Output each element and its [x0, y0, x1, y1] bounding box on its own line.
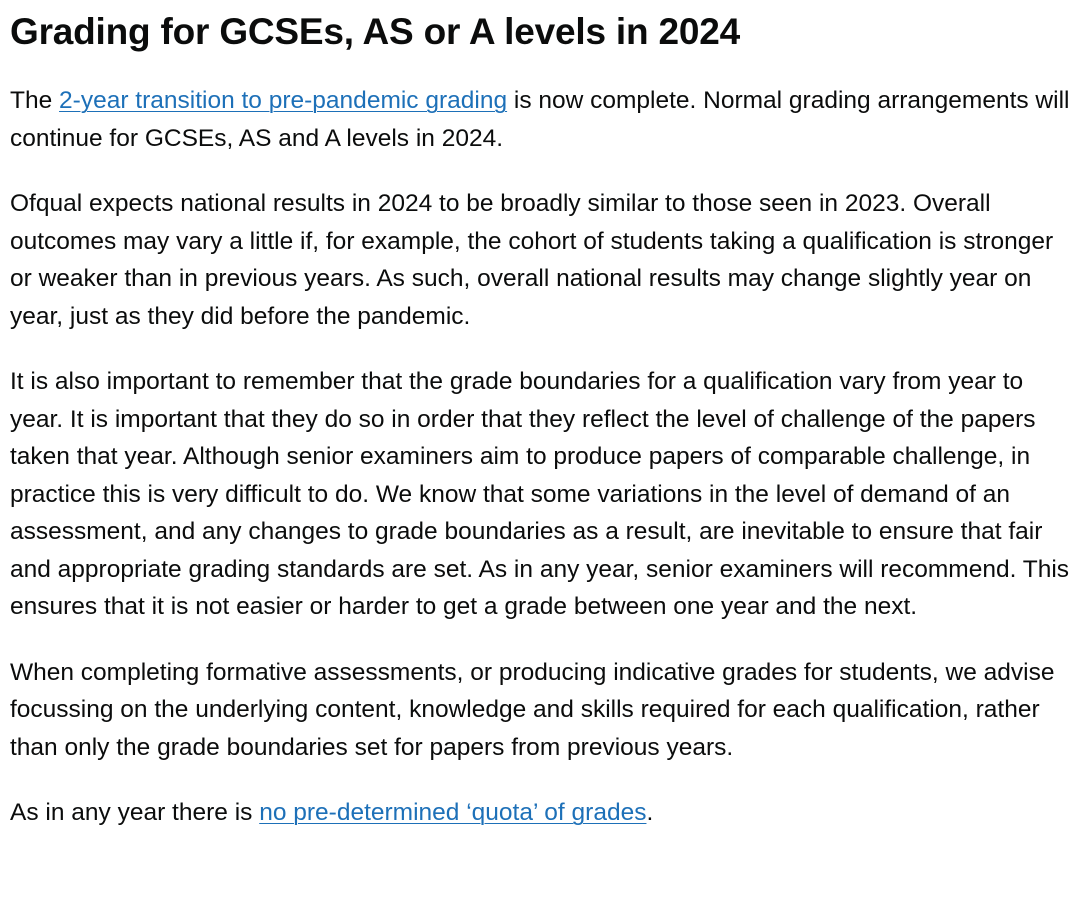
paragraph-grade-boundaries: It is also important to remember that the grade boundaries for a qualification vary from year to year. It is important that they do so in order that they reflect the level of challenge of the papers taken that year. Although senior examiners aim to produce papers of comparable challenge, in practice this is very difficult to do. We know that some variations in the level of demand of an assessment, and any changes to grade boundaries as a result, are inevitable to ensure that fair and appropriate grading standards are set. As in any year, senior examiners will recommend. This ensures that it is not easier or harder to get a grade between one year and the next. [10, 368, 1070, 621]
page-title: Grading for GCSEs, AS or A levels in 2024 [10, 11, 740, 52]
paragraph-national-results: Ofqual expects national results in 2024 to be broadly similar to those seen in 2023. Overall outcomes may vary a little if, for example, the cohort of students taking a qualification is stronger or weaker than in previous years. As such, overall national results may change slightly year on year, just as they did before the pandemic. [10, 190, 1054, 330]
paragraph-transition [10, 82, 1070, 157]
paragraph-transition-text-after: is now complete. Normal grading arrangements will continue for GCSEs, AS and A levels in 2024. [10, 87, 1070, 152]
paragraph-quota-text-before: As in any year there is [10, 799, 260, 827]
paragraph-quota [10, 794, 1070, 832]
paragraph-transition-text-before: The [10, 87, 60, 115]
transition-grading-link[interactable]: 2-year transition to pre-pandemic grading [59, 87, 508, 115]
paragraph-formative-assessments: When completing formative assessments, or producing indicative grades for students, we advise focussing on the underlying content, knowledge and skills required for each qualification, rather than only the grade boundaries set for papers from previous years. [10, 658, 1055, 761]
paragraph-quota-text-after: . [646, 799, 654, 827]
quota-of-grades-link[interactable]: no pre-determined ‘quota’ of grades [259, 799, 647, 827]
